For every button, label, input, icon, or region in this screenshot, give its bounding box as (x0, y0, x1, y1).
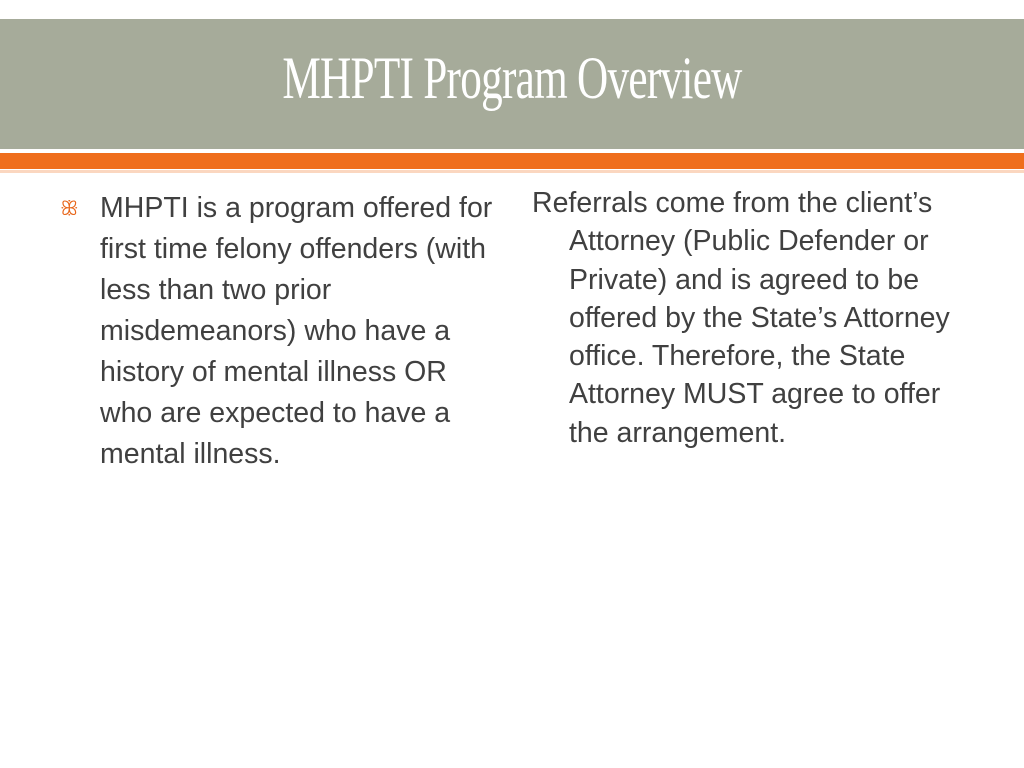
slide-title: MHPTI Program Overview (282, 44, 742, 111)
left-content-column (60, 188, 500, 475)
right-paragraph-text: Referrals come from the client’s Attorney (Public Defender or Private) and is agreed to be offered by the State’s Attorney office. Therefore, the State Attorney MUST agree to offer the arrangement. (532, 187, 950, 449)
left-bullet-text: MHPTI is a program offered for first time felony offenders (with less than two prior misdemeanors) who have a history of mental illness OR who are expected to have a mental illness. (100, 192, 493, 470)
title-divider (0, 149, 1024, 152)
right-content-column (532, 184, 972, 452)
ornament-bullet-icon: ꕥ (60, 196, 79, 220)
title-band (0, 19, 1024, 149)
accent-bar (0, 153, 1024, 169)
